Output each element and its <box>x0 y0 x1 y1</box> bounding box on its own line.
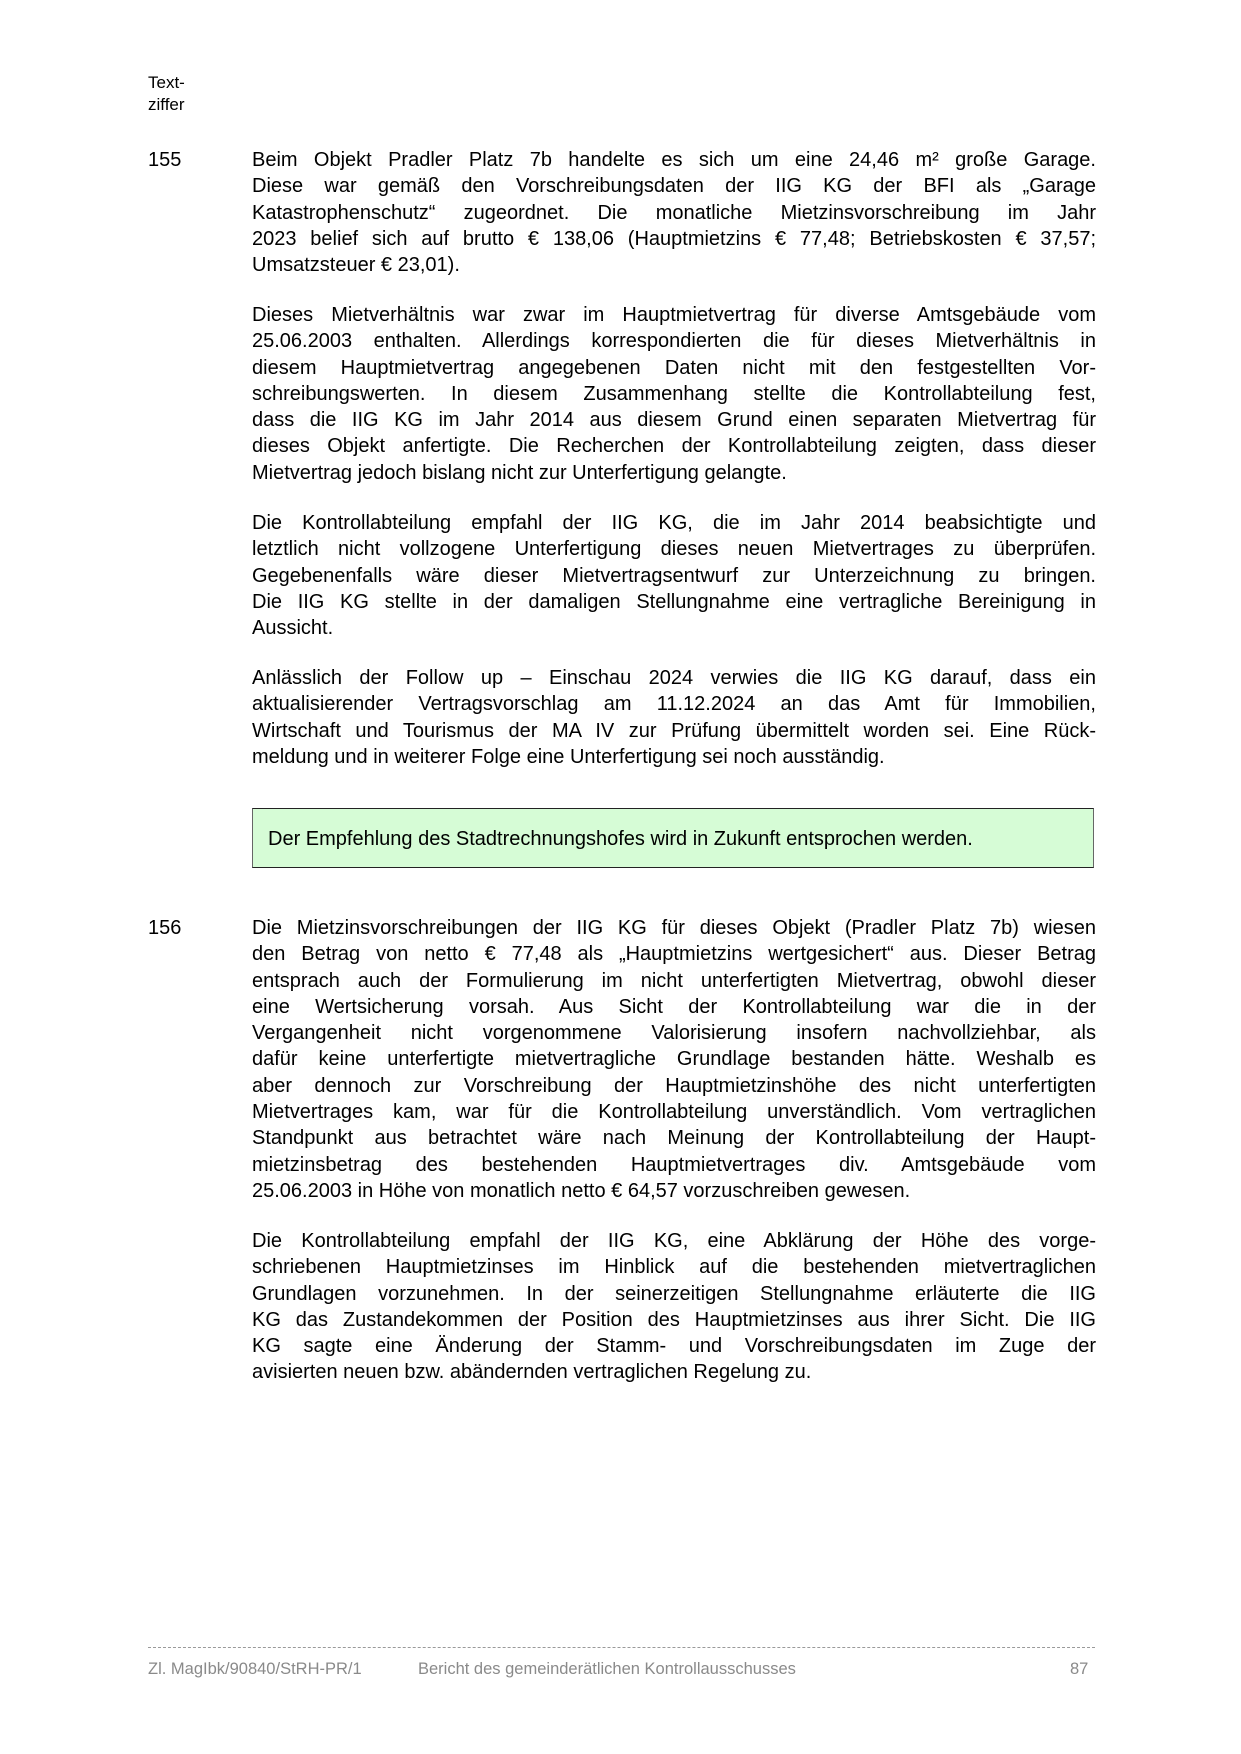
text-line: diesem Hauptmietvertrag angegebenen Daten nicht mit den festgestellten Vor- <box>252 356 1096 379</box>
paragraph <box>252 147 1096 278</box>
text-line: aber dennoch zur Vorschreibung der Hauptmietzinshöhe des nicht unterfertigten <box>252 1074 1096 1097</box>
footer-reference: Zl. MagIbk/90840/StRH-PR/1 <box>148 1660 362 1678</box>
text-line: mietzinsbetrag des bestehenden Hauptmietvertrages div. Amtsgebäude vom <box>252 1153 1096 1176</box>
text-line: schreibungswerten. In diesem Zusammenhang stellte die Kontrollabteilung fest, <box>252 382 1096 405</box>
recommendation-notice-text: Der Empfehlung des Stadtrechnungshofes wird in Zukunft entsprochen werden. <box>268 828 973 850</box>
text-line: Die Kontrollabteilung empfahl der IIG KG, eine Abklärung der Höhe des vorge- <box>252 1230 1096 1252</box>
recommendation-notice-box <box>252 808 1094 868</box>
text-line: Vergangenheit nicht vorgenommene Valorisierung insofern nachvollziehbar, als <box>252 1022 1096 1045</box>
footer-title: Bericht des gemeinderätlichen Kontrollausschusses <box>418 1660 796 1678</box>
text-line: Die Kontrollabteilung empfahl der IIG KG, die im Jahr 2014 beabsichtigte und <box>252 512 1096 534</box>
footer-divider <box>148 1647 1095 1648</box>
text-line: schriebenen Hauptmietzinses im Hinblick auf die bestehenden mietvertraglichen <box>252 1256 1096 1279</box>
text-line: Katastrophenschutz“ zugeordnet. Die monatliche Mietzinsvorschreibung im Jahr <box>252 201 1096 224</box>
text-line: Die IIG KG stellte in der damaligen Stellungnahme eine vertragliche Bereinigung in <box>252 590 1096 613</box>
text-line: Gegebenenfalls wäre dieser Mietvertragsentwurf zur Unterzeichnung zu bringen. <box>252 564 1096 587</box>
paragraph <box>252 302 1096 486</box>
text-line: Dieses Mietverhältnis war zwar im Hauptmietvertrag für diverse Amtsgebäude vom <box>252 304 1096 326</box>
text-line: letztlich nicht vollzogene Unterfertigung dieses neuen Mietvertrages zu überprüfen. <box>252 538 1096 561</box>
text-line: avisierten neuen bzw. abändernden vertraglichen Regelung zu. <box>252 1361 812 1384</box>
text-line: Diese war gemäß den Vorschreibungsdaten der IIG KG der BFI als „Garage <box>252 175 1096 198</box>
column-header-textziffer <box>148 72 185 116</box>
text-line: KG sagte eine Änderung der Stamm- und Vorschreibungsdaten im Zuge der <box>252 1335 1096 1358</box>
text-line: 25.06.2003 enthalten. Allerdings korrespondierten die für dieses Mietverhältnis in <box>252 330 1096 353</box>
paragraph <box>252 665 1096 770</box>
text-line: entsprach auch der Formulierung im nicht unterfertigten Mietvertrag, obwohl dieser <box>252 969 1096 992</box>
text-line: aktualisierender Vertragsvorschlag am 11.12.2024 an das Amt für Immobilien, <box>252 693 1096 716</box>
text-line: 2023 belief sich auf brutto € 138,06 (Hauptmietzins € 77,48; Betriebskosten € 37,57; <box>252 227 1096 250</box>
paragraph <box>252 1228 1096 1386</box>
text-line: Umsatzsteuer € 23,01). <box>252 254 460 277</box>
paragraph <box>252 915 1096 1204</box>
paragraph <box>252 510 1096 641</box>
text-line: KG das Zustandekommen der Position des Hauptmietzinses aus ihrer Sicht. Die IIG <box>252 1308 1096 1331</box>
text-line: meldung und in weiterer Folge eine Unterfertigung sei noch ausständig. <box>252 745 885 768</box>
section-number: 155 <box>148 149 182 171</box>
text-line: Beim Objekt Pradler Platz 7b handelte es sich um eine 24,46 m² große Garage. <box>252 149 1096 171</box>
page-number: 87 <box>1070 1660 1089 1678</box>
text-line: eine Wertsicherung vorsah. Aus Sicht der Kontrollabteilung war die in der <box>252 995 1096 1018</box>
text-line: Grundlagen vorzunehmen. In der seinerzeitigen Stellungnahme erläuterte die IIG <box>252 1282 1096 1305</box>
text-line: Anlässlich der Follow up – Einschau 2024 verwies die IIG KG darauf, dass ein <box>252 667 1096 689</box>
text-line: dieses Objekt anfertigte. Die Recherchen der Kontrollabteilung zeigten, dass dieser <box>252 435 1096 458</box>
text-line: dafür keine unterfertigte mietvertragliche Grundlage bestanden hätte. Weshalb es <box>252 1048 1096 1071</box>
text-line: Mietvertrages kam, war für die Kontrollabteilung unverständlich. Vom vertraglichen <box>252 1101 1096 1124</box>
text-line: 25.06.2003 in Höhe von monatlich netto € 64,57 vorzuschreiben gewesen. <box>252 1179 911 1202</box>
text-line: Die Mietzinsvorschreibungen der IIG KG für dieses Objekt (Pradler Platz 7b) wiesen <box>252 917 1096 939</box>
text-line: Aussicht. <box>252 617 334 640</box>
text-line: Standpunkt aus betrachtet wäre nach Meinung der Kontrollabteilung der Haupt- <box>252 1127 1096 1150</box>
text-line: Mietvertrag jedoch bislang nicht zur Unterfertigung gelangte. <box>252 461 787 484</box>
text-line: dass die IIG KG im Jahr 2014 aus diesem Grund einen separaten Mietvertrag für <box>252 409 1096 432</box>
text-line: Wirtschaft und Tourismus der MA IV zur Prüfung übermittelt worden sei. Eine Rück- <box>252 719 1096 742</box>
section-number: 156 <box>148 917 182 939</box>
column-header-line: Text- <box>148 73 185 92</box>
column-header-line: ziffer <box>148 95 185 114</box>
text-line: den Betrag von netto € 77,48 als „Hauptmietzins wertgesichert“ aus. Dieser Betrag <box>252 943 1096 966</box>
